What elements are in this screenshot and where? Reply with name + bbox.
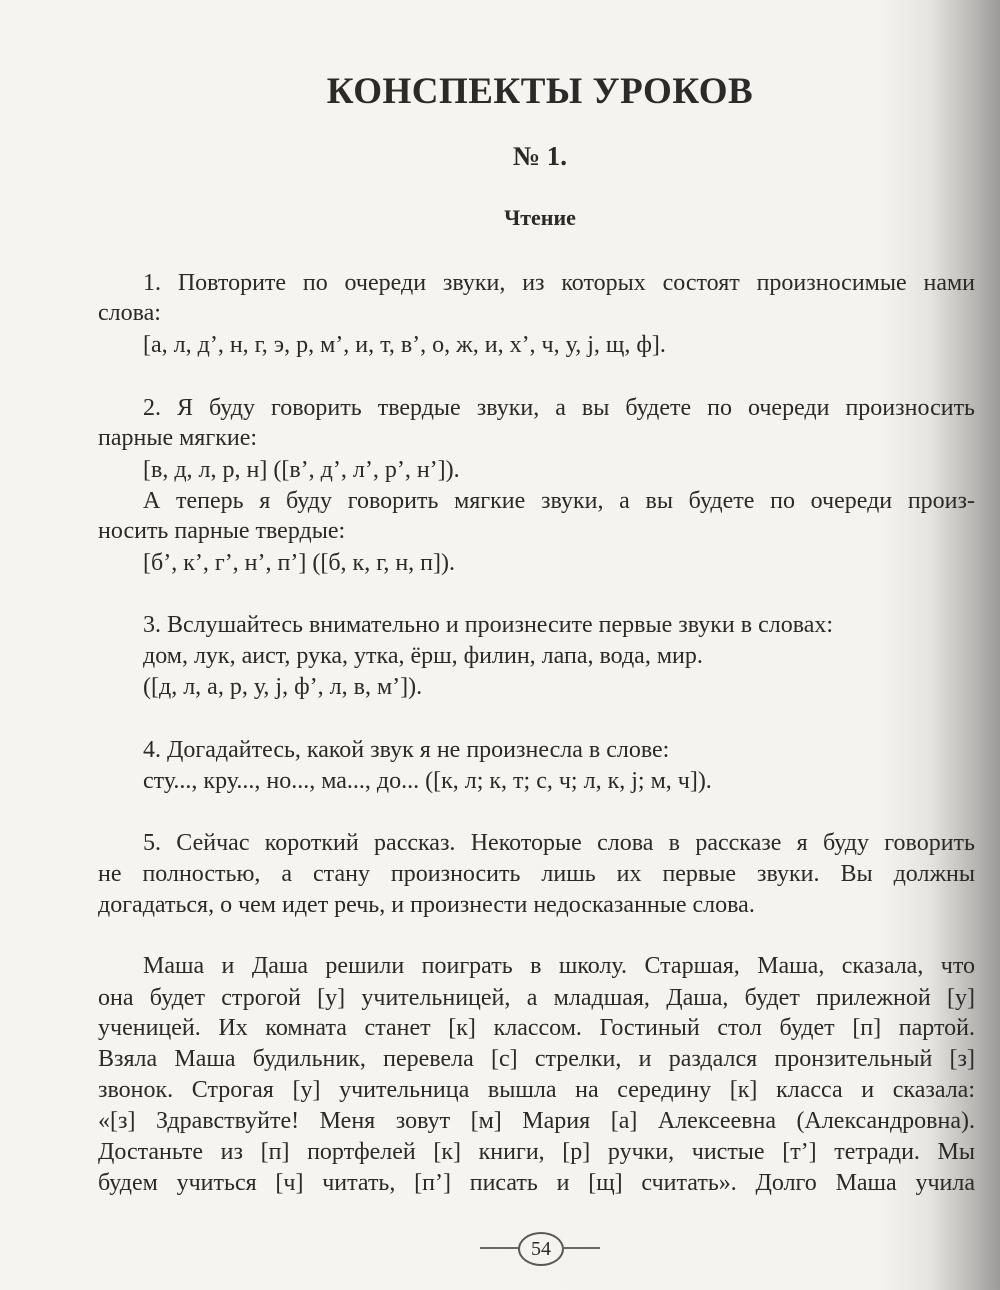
- page-number: 54: [518, 1232, 564, 1266]
- text-line: 4. Догадайтесь, какой звук я не произнесла в слове:: [143, 737, 670, 763]
- text-line: дом, лук, аист, рука, утка, ёрш, филин, лапа, вода, мир.: [143, 643, 703, 669]
- text-line: [а, л, д’, н, г, э, р, м’, и, т, в’, о, ж, и, х’, ч, у, j, щ, ф].: [143, 332, 666, 358]
- text-line: 2. Я буду говорить твердые звуки, а вы будете по очереди произносить: [143, 395, 975, 421]
- text-line: Маша и Даша решили поиграть в школу. Старшая, Маша, сказала, что: [143, 953, 975, 979]
- text-line: [б’, к’, г’, н’, п’] ([б, к, г, н, п]).: [143, 550, 456, 576]
- text-line: 1. Повторите по очереди звуки, из которых состоят произносимые нами: [143, 270, 975, 296]
- text-line: сту..., кру..., но..., ма..., до... ([к, л; к, т; с, ч; л, к, j; м, ч]).: [143, 768, 712, 794]
- text-line: Взяла Маша будильник, перевела [с] стрелки, и раздался пронзительный [з]: [98, 1046, 975, 1072]
- text-line: догадаться, о чем идет речь, и произнести недосказанные слова.: [98, 892, 755, 918]
- text-line: 5. Сейчас короткий рассказ. Некоторые слова в рассказе я буду говорить: [143, 830, 975, 856]
- ornament-rule-right: [562, 1247, 600, 1249]
- text-line: ([д, л, а, р, у, j, ф’, л, в, м’]).: [143, 674, 423, 700]
- text-line: парные мягкие:: [98, 425, 258, 451]
- text-line: ученицей. Их комната станет [к] классом. Гостиный стол будет [п] партой.: [98, 1015, 975, 1041]
- text-line: не полностью, а стану произносить лишь их первые звуки. Вы должны: [98, 861, 975, 887]
- text-line: носить парные твердые:: [98, 518, 346, 544]
- text-line: 3. Вслушайтесь внимательно и произнесите первые звуки в словах:: [143, 612, 834, 638]
- lesson-subtitle: Чтение: [504, 205, 576, 230]
- text-line: [в, д, л, р, н] ([в’, д’, л’, р’, н’]).: [143, 457, 460, 483]
- text-line: будем учиться [ч] читать, [п’] писать и [щ] считать». Долго Маша учила: [98, 1170, 975, 1196]
- text-line: Достаньте из [п] портфелей [к] книги, [р] ручки, чистые [т’] тетради. Мы: [98, 1139, 975, 1165]
- text-line: она будет строгой [у] учительницей, а младшая, Даша, будет прилежной [у]: [98, 985, 975, 1011]
- lesson-number: № 1.: [512, 141, 568, 171]
- text-line: звонок. Строгая [у] учительница вышла на середину [к] класса и сказала:: [98, 1077, 975, 1103]
- page-title: КОНСПЕКТЫ УРОКОВ: [326, 71, 754, 112]
- page-number-ornament: [470, 1228, 610, 1268]
- ornament-rule-left: [480, 1247, 518, 1249]
- text-line: «[з] Здравствуйте! Меня зовут [м] Мария [а] Алексеевна (Александровна).: [98, 1108, 975, 1134]
- text-line: слова:: [98, 300, 161, 326]
- text-line: А теперь я буду говорить мягкие звуки, а вы будете по очереди произ-: [143, 488, 975, 514]
